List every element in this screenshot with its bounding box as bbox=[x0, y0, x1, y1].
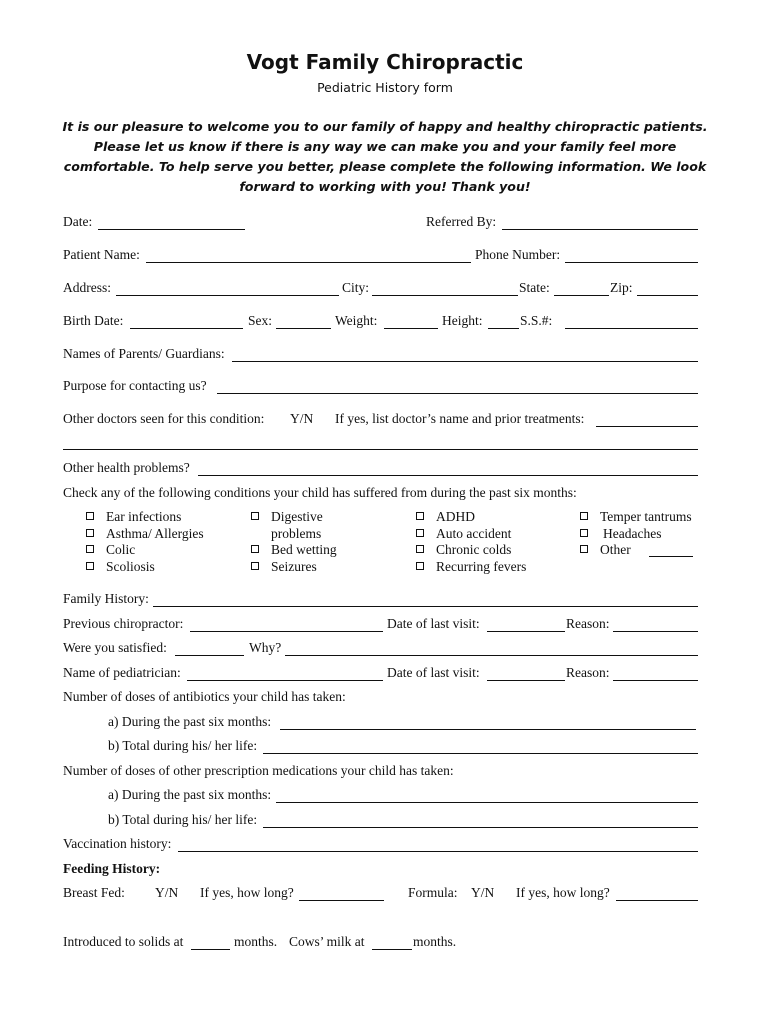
condition-asthma-allergies[interactable]: Asthma/ Allergies bbox=[86, 526, 204, 543]
patient-name-field[interactable] bbox=[146, 262, 471, 263]
formula-label: Formula: bbox=[408, 885, 458, 900]
zip-field[interactable] bbox=[637, 295, 698, 296]
vaccination-field[interactable] bbox=[178, 851, 698, 852]
formula-yn[interactable]: Y/N bbox=[471, 885, 495, 900]
conditions-column-3 bbox=[416, 509, 526, 575]
conditions-column-2 bbox=[251, 509, 337, 575]
condition-other-field[interactable] bbox=[649, 556, 693, 557]
address-field[interactable] bbox=[116, 295, 339, 296]
birth-date-label: Birth Date: bbox=[63, 313, 124, 328]
cows-milk-label: Cows’ milk at bbox=[289, 934, 365, 949]
checkbox-icon[interactable] bbox=[86, 529, 94, 537]
check-conditions-label: Check any of the following conditions your child has suffered from during the past six months: bbox=[63, 485, 577, 500]
chiro-last-visit-label: Date of last visit: bbox=[387, 616, 480, 631]
referred-by-label: Referred By: bbox=[426, 214, 497, 229]
chiro-reason-field[interactable] bbox=[613, 631, 698, 632]
pediatrician-reason-label: Reason: bbox=[566, 665, 610, 680]
checkbox-icon[interactable] bbox=[580, 512, 588, 520]
breast-fed-yn[interactable]: Y/N bbox=[155, 885, 179, 900]
antibiotics-six-months-label: a) During the past six months: bbox=[108, 714, 272, 729]
condition-recurring-fevers[interactable]: Recurring fevers bbox=[416, 559, 526, 576]
weight-field[interactable] bbox=[384, 328, 438, 329]
parents-field[interactable] bbox=[232, 361, 698, 362]
doctors-field[interactable] bbox=[596, 426, 698, 427]
feeding-history-heading: Feeding History: bbox=[63, 861, 161, 876]
other-meds-total-field[interactable] bbox=[263, 827, 698, 828]
checkbox-icon[interactable] bbox=[416, 512, 424, 520]
condition-adhd[interactable]: ADHD bbox=[416, 509, 526, 526]
height-field[interactable] bbox=[488, 328, 519, 329]
previous-chiro-label: Previous chiropractor: bbox=[63, 616, 184, 631]
checkbox-icon[interactable] bbox=[251, 512, 259, 520]
pediatrician-reason-field[interactable] bbox=[613, 680, 698, 681]
vaccination-label: Vaccination history: bbox=[63, 836, 172, 851]
state-field[interactable] bbox=[554, 295, 609, 296]
if-yes-doctors-label: If yes, list doctor’s name and prior treatments: bbox=[335, 411, 585, 426]
breast-fed-label: Breast Fed: bbox=[63, 885, 125, 900]
doctors-field-continued[interactable] bbox=[63, 449, 698, 450]
condition-temper-tantrums[interactable]: Temper tantrums bbox=[580, 509, 692, 526]
checkbox-icon[interactable] bbox=[580, 529, 588, 537]
conditions-column-1 bbox=[86, 509, 204, 575]
antibiotics-six-months-field[interactable] bbox=[280, 729, 696, 730]
pediatrician-last-visit-field[interactable] bbox=[487, 680, 565, 681]
ssn-label: S.S.#: bbox=[520, 313, 553, 328]
other-doctors-yn[interactable]: Y/N bbox=[290, 411, 314, 426]
antibiotics-total-field[interactable] bbox=[263, 753, 698, 754]
purpose-field[interactable] bbox=[217, 393, 698, 394]
form-title: Vogt Family Chiropractic bbox=[246, 50, 524, 74]
phone-number-label: Phone Number: bbox=[475, 247, 561, 262]
solids-months-label: months. bbox=[234, 934, 278, 949]
why-label: Why? bbox=[249, 640, 282, 655]
checkbox-icon[interactable] bbox=[416, 529, 424, 537]
other-doctors-label: Other doctors seen for this condition: bbox=[63, 411, 265, 426]
date-field[interactable] bbox=[98, 229, 245, 230]
checkbox-icon[interactable] bbox=[580, 545, 588, 553]
formula-how-long-label: If yes, how long? bbox=[516, 885, 610, 900]
pediatrician-label: Name of pediatrician: bbox=[63, 665, 181, 680]
checkbox-icon[interactable] bbox=[86, 562, 94, 570]
why-field[interactable] bbox=[285, 655, 698, 656]
other-meds-six-months-field[interactable] bbox=[276, 802, 698, 803]
introduced-solids-field[interactable] bbox=[191, 949, 230, 950]
ssn-field[interactable] bbox=[565, 328, 698, 329]
checkbox-icon[interactable] bbox=[251, 545, 259, 553]
city-field[interactable] bbox=[372, 295, 518, 296]
other-meds-total-label: b) Total during his/ her life: bbox=[108, 812, 258, 827]
condition-digestive-problems[interactable]: Digestive bbox=[251, 509, 337, 526]
other-meds-six-months-label: a) During the past six months: bbox=[108, 787, 272, 802]
satisfied-label: Were you satisfied: bbox=[63, 640, 167, 655]
checkbox-icon[interactable] bbox=[251, 562, 259, 570]
condition-seizures[interactable]: Seizures bbox=[251, 559, 337, 576]
conditions-column-4 bbox=[580, 509, 692, 559]
introduced-solids-label: Introduced to solids at bbox=[63, 934, 184, 949]
condition-chronic-colds[interactable]: Chronic colds bbox=[416, 542, 526, 559]
birth-date-field[interactable] bbox=[130, 328, 243, 329]
condition-auto-accident[interactable]: Auto accident bbox=[416, 526, 526, 543]
condition-scoliosis[interactable]: Scoliosis bbox=[86, 559, 204, 576]
antibiotics-label: Number of doses of antibiotics your child has taken: bbox=[63, 689, 346, 704]
sex-label: Sex: bbox=[248, 313, 273, 328]
cows-milk-field[interactable] bbox=[372, 949, 412, 950]
condition-other[interactable]: Other bbox=[580, 542, 692, 559]
condition-digestive-problems-cont: problems bbox=[271, 525, 322, 541]
formula-how-long-field[interactable] bbox=[616, 900, 698, 901]
date-label: Date: bbox=[63, 214, 93, 229]
condition-ear-infections[interactable]: Ear infections bbox=[86, 509, 204, 526]
welcome-paragraph: It is our pleasure to welcome you to our family of happy and healthy chiropractic patients. Please let us know if there is any way we can make you and your family feel more comfortable. To help serve you better, please complete the following information. We look forward to working with you! Thank you! bbox=[62, 119, 708, 194]
patient-name-label: Patient Name: bbox=[63, 247, 140, 262]
checkbox-icon[interactable] bbox=[86, 545, 94, 553]
other-meds-label: Number of doses of other prescription medications your child has taken: bbox=[63, 763, 454, 778]
sex-field[interactable] bbox=[276, 328, 331, 329]
satisfied-field[interactable] bbox=[175, 655, 244, 656]
other-health-label: Other health problems? bbox=[63, 460, 190, 475]
form-subtitle: Pediatric History form bbox=[317, 80, 453, 95]
weight-label: Weight: bbox=[335, 313, 378, 328]
checkbox-icon[interactable] bbox=[416, 545, 424, 553]
other-health-field[interactable] bbox=[198, 475, 698, 476]
breast-fed-how-long-field[interactable] bbox=[299, 900, 384, 901]
city-label: City: bbox=[342, 280, 370, 295]
chiro-reason-label: Reason: bbox=[566, 616, 610, 631]
cows-milk-months-label: months. bbox=[413, 934, 457, 949]
referred-by-field[interactable] bbox=[502, 229, 698, 230]
checkbox-icon[interactable] bbox=[416, 562, 424, 570]
phone-number-field[interactable] bbox=[565, 262, 698, 263]
state-label: State: bbox=[519, 280, 550, 295]
chiro-last-visit-field[interactable] bbox=[487, 631, 565, 632]
pediatrician-field[interactable] bbox=[187, 680, 383, 681]
zip-label: Zip: bbox=[610, 280, 633, 295]
family-history-label: Family History: bbox=[63, 591, 149, 606]
antibiotics-total-label: b) Total during his/ her life: bbox=[108, 738, 258, 753]
pediatrician-last-visit-label: Date of last visit: bbox=[387, 665, 480, 680]
address-label: Address: bbox=[63, 280, 111, 295]
condition-headaches[interactable]: Headaches bbox=[580, 526, 692, 543]
condition-bed-wetting[interactable]: Bed wetting bbox=[251, 542, 337, 559]
previous-chiro-field[interactable] bbox=[190, 631, 383, 632]
breast-fed-how-long-label: If yes, how long? bbox=[200, 885, 294, 900]
condition-colic[interactable]: Colic bbox=[86, 542, 204, 559]
purpose-label: Purpose for contacting us? bbox=[63, 378, 207, 393]
parents-label: Names of Parents/ Guardians: bbox=[63, 346, 225, 361]
checkbox-icon[interactable] bbox=[86, 512, 94, 520]
family-history-field[interactable] bbox=[153, 606, 698, 607]
height-label: Height: bbox=[442, 313, 483, 328]
